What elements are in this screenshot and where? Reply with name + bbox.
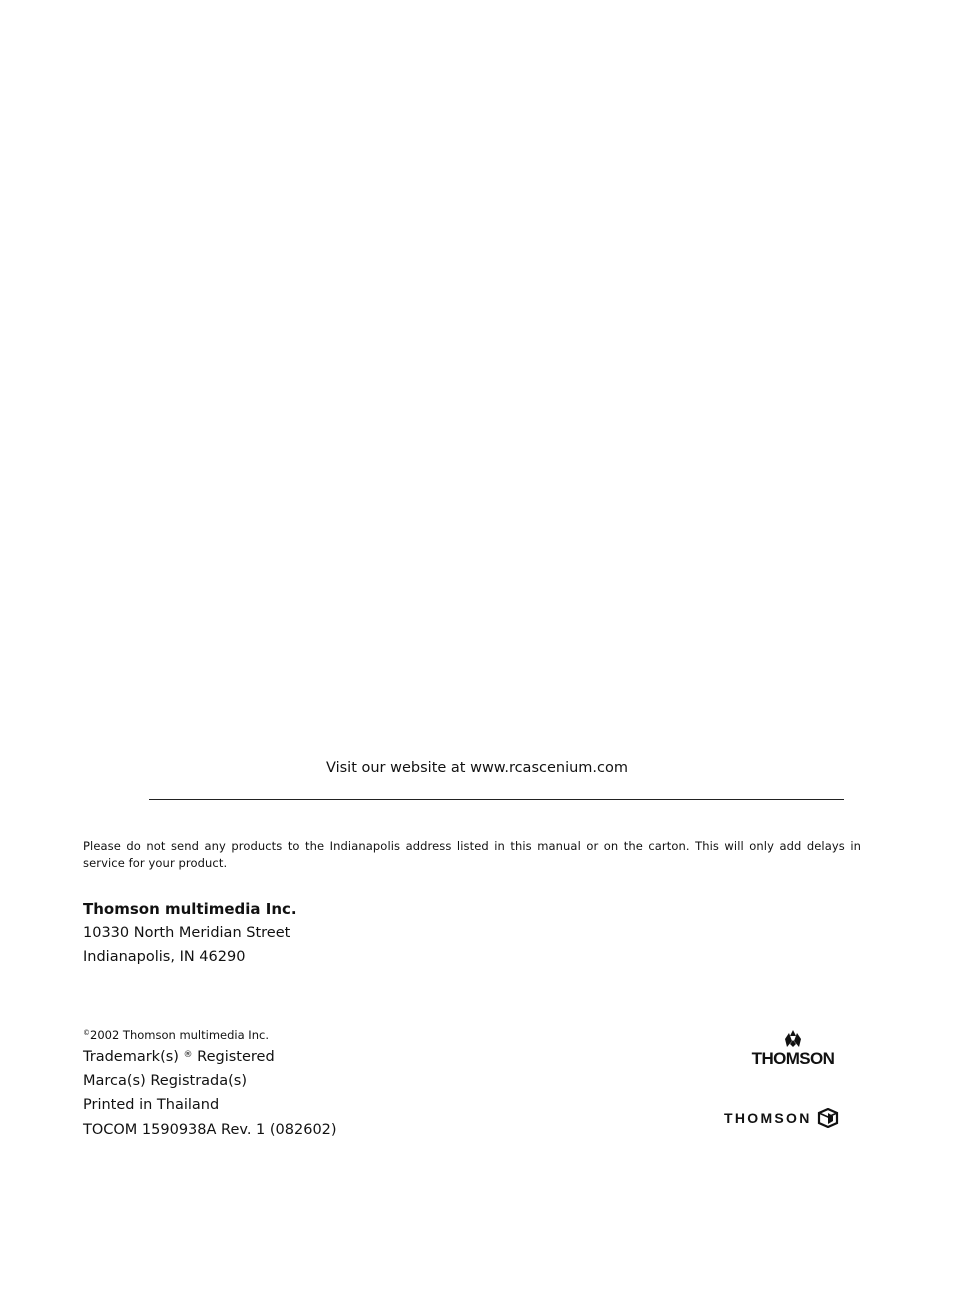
thomson-cube-icon: [817, 1108, 839, 1128]
company-name: Thomson multimedia Inc.: [83, 900, 297, 918]
thomson-emblem-icon: [783, 1030, 803, 1048]
thomson-logo-inline: [724, 1106, 839, 1130]
marca-line: Marca(s) Registrada(s): [83, 1073, 247, 1089]
company-street: 10330 North Meridian Street: [83, 925, 291, 941]
tocom-line: TOCOM 1590938A Rev. 1 (082602): [83, 1122, 337, 1138]
copyright-text: 2002 Thomson multimedia Inc.: [90, 1028, 269, 1042]
divider-line: [149, 799, 844, 800]
thomson-logo-stacked: [746, 1030, 840, 1069]
registered-symbol: ®: [183, 1050, 193, 1060]
copyright-line: [83, 1028, 269, 1042]
company-city: Indianapolis, IN 46290: [83, 949, 246, 965]
thomson-wordmark-inline: THOMSON: [724, 1110, 812, 1126]
trademark-suffix: Registered: [197, 1049, 275, 1065]
trademark-prefix: Trademark(s): [83, 1049, 179, 1065]
printed-line: Printed in Thailand: [83, 1097, 220, 1113]
thomson-wordmark-stacked: THOMSON: [751, 1049, 835, 1068]
trademark-line: [83, 1049, 275, 1065]
shipping-notice: Please do not send any products to the Indianapolis address listed in this manual or on the carton. This will only add delays in service for your product.: [83, 839, 861, 870]
copyright-symbol: ©: [83, 1029, 90, 1037]
website-line: Visit our website at www.rcascenium.com: [325, 760, 628, 776]
